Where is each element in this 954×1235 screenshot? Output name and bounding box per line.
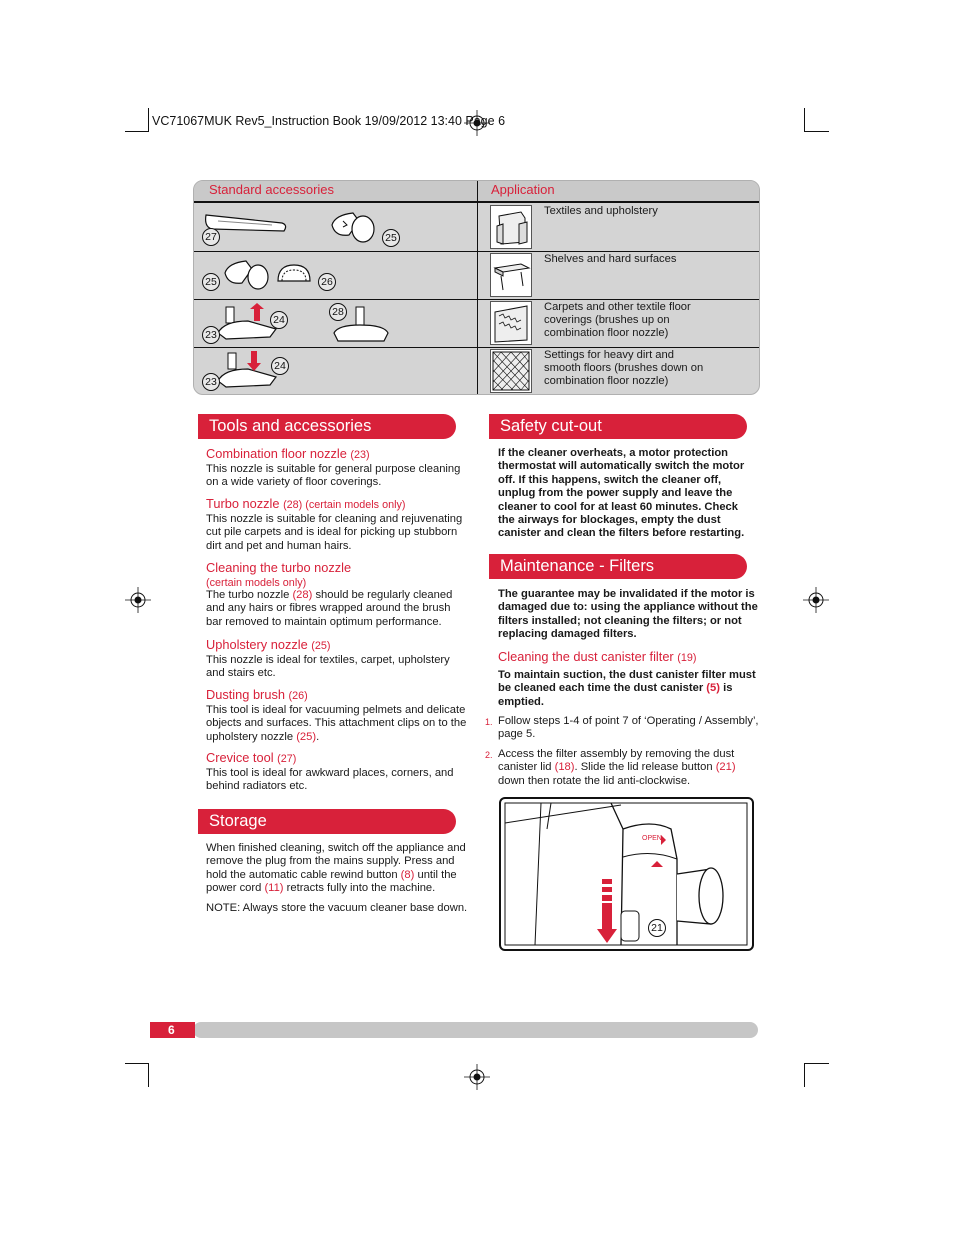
open-label: OPEN bbox=[642, 835, 662, 842]
crop-mark bbox=[805, 131, 829, 132]
dusting-brush-icon bbox=[274, 261, 314, 291]
subheading: Combination floor nozzle (23) bbox=[206, 446, 370, 461]
crop-mark bbox=[148, 1063, 149, 1087]
footer-bar bbox=[193, 1022, 758, 1038]
upholstery-nozzle-icon bbox=[222, 257, 277, 293]
shelf-icon bbox=[490, 253, 532, 297]
subheading: Crevice tool (27) bbox=[206, 750, 297, 765]
callout-number: 21 bbox=[648, 919, 666, 937]
canister-lid-drawing bbox=[501, 799, 752, 949]
crop-mark bbox=[125, 1063, 149, 1064]
subheading: Dusting brush (26) bbox=[206, 687, 308, 702]
callout-number: 23 bbox=[202, 373, 220, 391]
armchair-icon bbox=[490, 205, 532, 249]
paragraph: When finished cleaning, switch off the appliance and remove the plug from the mains supply. Press and hold the automatic cable rewind button (8) until the power cord (11) retracts fully into the machine. bbox=[206, 842, 466, 895]
section-heading-storage: Storage bbox=[198, 809, 456, 834]
section-heading-maintenance: Maintenance - Filters bbox=[489, 554, 747, 579]
application-text: Carpets and other textile floor coverings (brushes up on combination floor nozzle) bbox=[544, 301, 691, 339]
upholstery-nozzle-icon bbox=[329, 207, 384, 247]
down-arrow-icon bbox=[597, 879, 617, 943]
callout-number: 27 bbox=[202, 228, 220, 246]
subheading: Cleaning the turbo nozzle bbox=[206, 560, 352, 575]
paragraph: The turbo nozzle (28) should be regularly cleaned and any hairs or fibres wrapped around the brush bar removed to maintain optimum performance. bbox=[206, 589, 453, 628]
crop-mark bbox=[125, 131, 149, 132]
subheading: Cleaning the dust canister filter (19) bbox=[498, 649, 697, 664]
carpet-icon bbox=[490, 301, 532, 345]
callout-number: 25 bbox=[202, 273, 220, 291]
application-text: Shelves and hard surfaces bbox=[544, 253, 677, 265]
step-text: Access the filter assembly by removing the dust canister lid (18). Slide the lid release button (21) down then rotate the lid anti-clockwise. bbox=[498, 748, 736, 787]
callout-number: 25 bbox=[382, 229, 400, 247]
accessories-table bbox=[193, 180, 760, 395]
application-text: Textiles and upholstery bbox=[544, 205, 658, 217]
filter-lid-illustration bbox=[499, 797, 754, 951]
hard-floor-icon bbox=[490, 349, 532, 393]
paragraph: This tool is ideal for vacuuming pelmets and delicate objects and surfaces. This attachment clips on to the upholstery nozzle (25). bbox=[206, 704, 467, 743]
callout-number: 24 bbox=[271, 357, 289, 375]
note: NOTE: Always store the vacuum cleaner base down. bbox=[206, 902, 468, 914]
column-divider bbox=[477, 181, 478, 394]
subheading: Upholstery nozzle (25) bbox=[206, 637, 331, 652]
crop-mark bbox=[148, 108, 149, 132]
paragraph: This nozzle is suitable for cleaning and rejuvenating cut pile carpets and is ideal for picking up stubborn dirt and pet and human hairs. bbox=[206, 513, 463, 552]
registration-mark-icon bbox=[803, 587, 829, 613]
crop-mark bbox=[804, 108, 805, 132]
section-heading-safety: Safety cut-out bbox=[489, 414, 747, 439]
column-header-standard: Standard accessories bbox=[209, 182, 335, 197]
paragraph: If the cleaner overheats, a motor protection thermostat will automatically switch the motor off. If this happens, switch the cleaner off, unplug from the power supply and leave the cleaner to cool for at least 60 minutes. Check the airways for blockages, empty the dust canister and clean the filters before restarting. bbox=[498, 447, 745, 540]
crop-mark bbox=[804, 1063, 805, 1087]
paragraph: This nozzle is ideal for textiles, carpet, upholstery and stairs etc. bbox=[206, 654, 450, 680]
page-number: 6 bbox=[150, 1022, 195, 1038]
section-heading-tools: Tools and accessories bbox=[198, 414, 456, 439]
print-header: VC71067MUK Rev5_Instruction Book 19/09/2012 13:40 Page 6 bbox=[152, 114, 506, 128]
callout-number: 28 bbox=[329, 303, 347, 321]
callout-number: 26 bbox=[318, 273, 336, 291]
paragraph: This nozzle is suitable for general purpose cleaning on a wide variety of floor coverings. bbox=[206, 463, 461, 489]
subheading: Turbo nozzle (28) (certain models only) bbox=[206, 496, 406, 511]
warning-paragraph: The guarantee may be invalidated if the motor is damaged due to: using the appliance without the filters installed; not cleaning the filters; or not replacing damaged filters. bbox=[498, 588, 758, 641]
paragraph: To maintain suction, the dust canister filter must be cleaned each time the dust canister (5) is emptied. bbox=[498, 669, 756, 708]
crop-mark bbox=[805, 1063, 829, 1064]
step-text: Follow steps 1-4 of point 7 of ‘Operating / Assembly’, page 5. bbox=[498, 715, 759, 741]
column-header-application: Application bbox=[491, 182, 555, 197]
registration-mark-icon bbox=[125, 587, 151, 613]
subheading-note: (certain models only) bbox=[206, 577, 307, 589]
application-text: Settings for heavy dirt and smooth floors (brushes down on combination floor nozzle) bbox=[544, 349, 704, 387]
step-number: 2. bbox=[485, 750, 493, 760]
paragraph: This tool is ideal for awkward places, corners, and behind radiators etc. bbox=[206, 767, 454, 793]
registration-mark-icon bbox=[464, 1064, 490, 1090]
callout-number: 23 bbox=[202, 326, 220, 344]
step-number: 1. bbox=[485, 717, 493, 727]
callout-number: 24 bbox=[270, 311, 288, 329]
